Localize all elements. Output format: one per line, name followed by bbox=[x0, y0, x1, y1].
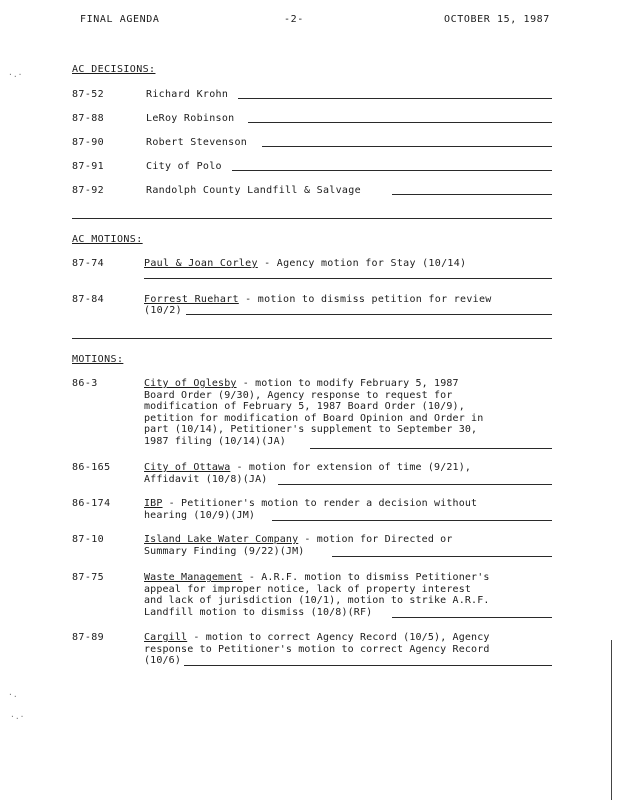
signature-line bbox=[392, 194, 552, 195]
motion-text-line: appeal for improper notice, lack of property interest bbox=[144, 583, 472, 595]
ac-decisions-heading: AC DECISIONS: bbox=[72, 64, 156, 75]
motion-text-line: Summary Finding (9/22)(JM) bbox=[144, 545, 305, 557]
page-number: -2- bbox=[284, 14, 304, 25]
decision-number: 87-91 bbox=[72, 161, 105, 172]
party-name: Cargill bbox=[144, 632, 188, 643]
motion-number: 87-74 bbox=[72, 258, 105, 269]
motion-text-line: - motion for extension of time (9/21), bbox=[230, 462, 472, 473]
scan-edge bbox=[611, 640, 612, 800]
scan-speck: ·. bbox=[8, 690, 18, 699]
motion-description bbox=[144, 462, 554, 485]
motion-description bbox=[144, 378, 554, 448]
decision-name: LeRoy Robinson bbox=[146, 113, 235, 124]
scan-speck: ·.· bbox=[8, 70, 23, 79]
motion-text-line: petition for modification of Board Opinion and Order in bbox=[144, 412, 484, 424]
decision-number: 87-90 bbox=[72, 137, 105, 148]
party-name: City of Ottawa bbox=[144, 462, 231, 473]
motion-text-line: Affidavit (10/8)(JA) bbox=[144, 473, 268, 485]
signature-line bbox=[310, 448, 552, 449]
signature-line bbox=[278, 484, 552, 485]
party-name: Island Lake Water Company bbox=[144, 534, 299, 545]
party-name: Waste Management bbox=[144, 572, 243, 583]
signature-line bbox=[272, 520, 552, 521]
signature-line bbox=[232, 170, 552, 171]
section-rule bbox=[72, 338, 552, 339]
motion-description bbox=[144, 632, 554, 667]
header-date: OCTOBER 15, 1987 bbox=[444, 14, 550, 25]
scan-speck: ·.· bbox=[10, 712, 25, 721]
decision-name: Richard Krohn bbox=[146, 89, 229, 100]
motion-text-line: 1987 filing (10/14)(JA) bbox=[144, 435, 286, 447]
party-name: Forrest Ruehart bbox=[144, 294, 239, 305]
motion-text: - motion to dismiss petition for review bbox=[238, 294, 492, 305]
motion-number: 86-174 bbox=[72, 498, 111, 509]
decision-name: Robert Stevenson bbox=[146, 137, 248, 148]
motion-number: 87-75 bbox=[72, 572, 105, 583]
motion-text-line: - Petitioner's motion to render a decision without bbox=[162, 498, 478, 509]
decision-number: 87-92 bbox=[72, 185, 105, 196]
motion-text-line: modification of February 5, 1987 Board Order (10/9), bbox=[144, 401, 465, 413]
motion-number: 87-10 bbox=[72, 534, 105, 545]
motion-text-line: - motion for Directed or bbox=[298, 534, 453, 545]
motion-number: 87-84 bbox=[72, 294, 105, 305]
party-name: Paul & Joan Corley bbox=[144, 258, 258, 269]
motion-description bbox=[144, 534, 554, 557]
ac-motions-heading: AC MOTIONS: bbox=[72, 234, 143, 245]
signature-line bbox=[184, 665, 552, 666]
signature-line bbox=[144, 278, 552, 279]
header-title: FINAL AGENDA bbox=[80, 14, 160, 25]
section-rule bbox=[72, 218, 552, 219]
motion-number: 86-165 bbox=[72, 462, 111, 473]
decision-name: City of Polo bbox=[146, 161, 222, 172]
signature-line bbox=[332, 556, 552, 557]
motion-text-continued: (10/2) bbox=[144, 305, 182, 316]
motion-text-line: - A.R.F. motion to dismiss Petitioner's bbox=[242, 572, 490, 583]
signature-line bbox=[262, 146, 552, 147]
ac-motion-entry bbox=[144, 258, 466, 270]
party-name: IBP bbox=[144, 498, 163, 509]
motion-text-line: part (10/14), Petitioner's supplement to September 30, bbox=[144, 424, 478, 436]
motion-text-line: - motion to modify February 5, 1987 bbox=[236, 378, 459, 389]
motion-text-line: - motion to correct Agency Record (10/5), Agency bbox=[187, 632, 490, 643]
motion-number: 87-89 bbox=[72, 632, 105, 643]
decision-name: Randolph County Landfill & Salvage bbox=[146, 185, 361, 196]
motion-text-line: hearing (10/9)(JM) bbox=[144, 509, 256, 521]
motion-number: 86-3 bbox=[72, 378, 98, 389]
motions-heading: MOTIONS: bbox=[72, 354, 124, 365]
party-name: City of Oglesby bbox=[144, 378, 237, 389]
decision-number: 87-88 bbox=[72, 113, 105, 124]
motion-description bbox=[144, 498, 554, 521]
signature-line bbox=[238, 98, 552, 99]
motion-description bbox=[144, 572, 554, 618]
motion-text-line: Board Order (9/30), Agency response to request for bbox=[144, 389, 453, 401]
signature-line bbox=[186, 314, 552, 315]
motion-text-line: (10/6) bbox=[144, 655, 182, 667]
decision-number: 87-52 bbox=[72, 89, 105, 100]
ac-motion-entry bbox=[144, 294, 492, 306]
motion-text-line: and lack of jurisdiction (10/1), motion to strike A.R.F. bbox=[144, 595, 490, 607]
motion-text-line: response to Petitioner's motion to correct Agency Record bbox=[144, 643, 490, 655]
signature-line bbox=[248, 122, 552, 123]
motion-text: - Agency motion for Stay (10/14) bbox=[257, 258, 467, 269]
motion-text-line: Landfill motion to dismiss (10/8)(RF) bbox=[144, 606, 373, 618]
signature-line bbox=[392, 617, 552, 618]
